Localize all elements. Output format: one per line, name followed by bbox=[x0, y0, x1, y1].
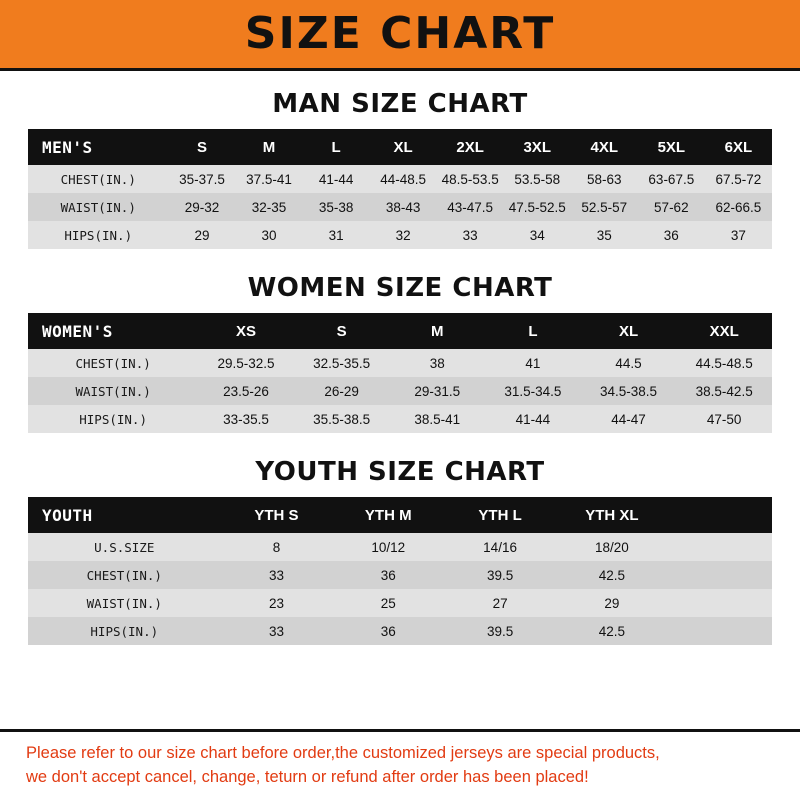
table-row bbox=[28, 589, 772, 617]
man-col-7: 5XL bbox=[657, 138, 686, 156]
women-col-4: XL bbox=[618, 322, 639, 340]
women-r1c5: 38.5-42.5 bbox=[695, 383, 753, 399]
man-r2c3: 32 bbox=[395, 227, 411, 243]
man-r0c4: 48.5-53.5 bbox=[441, 171, 499, 187]
women-r1c0: 23.5-26 bbox=[223, 383, 269, 399]
women-table-header bbox=[28, 313, 772, 349]
youth-r3c3: 42.5 bbox=[598, 623, 626, 639]
man-r2c6: 35 bbox=[596, 227, 612, 243]
youth-r0-spacer bbox=[668, 533, 772, 561]
man-r1c0: 29-32 bbox=[184, 199, 220, 215]
youth-r0c2: 14/16 bbox=[483, 539, 517, 555]
youth-r1c1: 36 bbox=[380, 567, 396, 583]
table-header-row bbox=[28, 129, 772, 165]
youth-r1c3: 42.5 bbox=[598, 567, 626, 583]
table-header-row bbox=[28, 313, 772, 349]
youth-table-header bbox=[28, 497, 772, 533]
youth-col-2: YTH L bbox=[478, 506, 522, 524]
man-r0c6: 58-63 bbox=[587, 171, 622, 187]
women-r2c4: 44-47 bbox=[611, 411, 646, 427]
women-col-2: M bbox=[431, 322, 444, 340]
page-title: SIZE CHART bbox=[244, 8, 556, 59]
man-size-table-wrap bbox=[28, 129, 772, 249]
youth-size-table bbox=[28, 497, 772, 645]
man-row1-label: WAIST(IN.) bbox=[60, 199, 136, 215]
table-row bbox=[28, 193, 772, 221]
section-title-youth: YOUTH SIZE CHART bbox=[255, 457, 545, 487]
man-r1c5: 47.5-52.5 bbox=[508, 199, 566, 215]
section-title-women: WOMEN SIZE CHART bbox=[247, 273, 553, 303]
women-r0c4: 44.5 bbox=[615, 355, 642, 371]
women-r2c5: 47-50 bbox=[706, 411, 742, 427]
women-r1c3: 31.5-34.5 bbox=[504, 383, 562, 399]
youth-r2c3: 29 bbox=[604, 595, 620, 611]
footer-note bbox=[0, 729, 800, 790]
women-r0c3: 41 bbox=[525, 355, 541, 371]
man-r1c7: 57-62 bbox=[654, 199, 689, 215]
women-r0c0: 29.5-32.5 bbox=[217, 355, 275, 371]
man-r2c1: 30 bbox=[261, 227, 277, 243]
youth-col-1: YTH M bbox=[364, 506, 412, 524]
table-row bbox=[28, 377, 772, 405]
table-row bbox=[28, 221, 772, 249]
youth-r2c2: 27 bbox=[492, 595, 508, 611]
man-r2c0: 29 bbox=[194, 227, 210, 243]
women-row2-label: HIPS(IN.) bbox=[79, 411, 147, 427]
man-r1c1: 32-35 bbox=[251, 199, 287, 215]
man-col-0: S bbox=[196, 138, 207, 156]
man-row0-label: CHEST(IN.) bbox=[60, 171, 136, 187]
man-col-3: XL bbox=[393, 138, 413, 156]
youth-r3c1: 36 bbox=[380, 623, 396, 639]
women-col-3: L bbox=[528, 322, 538, 340]
youth-col-3: YTH XL bbox=[585, 506, 639, 524]
women-r0c2: 38 bbox=[429, 355, 445, 371]
table-row bbox=[28, 533, 772, 561]
man-col-4: 2XL bbox=[456, 138, 484, 156]
youth-r1-spacer bbox=[668, 561, 772, 589]
man-r1c2: 35-38 bbox=[318, 199, 354, 215]
women-r1c1: 26-29 bbox=[324, 383, 359, 399]
man-r0c2: 41-44 bbox=[318, 171, 354, 187]
women-col-0: XS bbox=[236, 322, 257, 340]
man-r0c8: 67.5-72 bbox=[715, 171, 762, 187]
man-size-table bbox=[28, 129, 772, 249]
table-row bbox=[28, 349, 772, 377]
man-col-8: 6XL bbox=[724, 138, 753, 156]
man-col-5: 3XL bbox=[523, 138, 551, 156]
man-r1c3: 38-43 bbox=[385, 199, 421, 215]
man-r2c2: 31 bbox=[328, 227, 344, 243]
youth-r3-spacer bbox=[668, 617, 772, 645]
man-col-1: M bbox=[262, 138, 276, 156]
youth-r0c0: 8 bbox=[272, 539, 281, 555]
youth-r0c3: 18/20 bbox=[595, 539, 629, 555]
man-r0c5: 53.5-58 bbox=[514, 171, 561, 187]
women-corner-label: WOMEN'S bbox=[42, 321, 113, 341]
youth-row1-label: CHEST(IN.) bbox=[86, 567, 162, 583]
man-r2c4: 33 bbox=[462, 227, 478, 243]
youth-r2c1: 25 bbox=[380, 595, 396, 611]
youth-r0c1: 10/12 bbox=[371, 539, 406, 555]
youth-r3c0: 33 bbox=[268, 623, 284, 639]
women-r2c2: 38.5-41 bbox=[414, 411, 461, 427]
footer-line-2: we don't accept cancel, change, teturn or refund after order has been placed! bbox=[26, 768, 589, 787]
footer-line-1: Please refer to our size chart before order,the customized jerseys are special products, bbox=[26, 744, 660, 763]
youth-size-table-wrap bbox=[28, 497, 772, 645]
women-r1c2: 29-31.5 bbox=[414, 383, 461, 399]
man-r1c8: 62-66.5 bbox=[715, 199, 762, 215]
women-size-table bbox=[28, 313, 772, 433]
women-row1-label: WAIST(IN.) bbox=[75, 383, 151, 399]
youth-corner-label: YOUTH bbox=[42, 505, 93, 525]
women-r2c0: 33-35.5 bbox=[223, 411, 269, 427]
header-banner bbox=[0, 0, 800, 71]
man-r2c5: 34 bbox=[529, 227, 545, 243]
man-r1c6: 52.5-57 bbox=[581, 199, 628, 215]
youth-row3-label: HIPS(IN.) bbox=[90, 623, 159, 639]
youth-r2c0: 23 bbox=[268, 595, 284, 611]
man-r2c8: 37 bbox=[730, 227, 746, 243]
table-row bbox=[28, 617, 772, 645]
man-r0c1: 37.5-41 bbox=[246, 171, 292, 187]
man-row2-label: HIPS(IN.) bbox=[64, 227, 133, 243]
man-r2c7: 36 bbox=[663, 227, 679, 243]
man-col-2: L bbox=[331, 138, 341, 156]
table-header-row bbox=[28, 497, 772, 533]
man-r0c0: 35-37.5 bbox=[179, 171, 225, 187]
women-r0c5: 44.5-48.5 bbox=[695, 355, 753, 371]
youth-r2-spacer bbox=[668, 589, 772, 617]
women-r2c1: 35.5-38.5 bbox=[313, 411, 371, 427]
youth-col-0: YTH S bbox=[254, 506, 299, 524]
women-table-body bbox=[28, 349, 772, 433]
youth-row0-label: U.S.SIZE bbox=[94, 539, 155, 555]
women-r1c4: 34.5-38.5 bbox=[600, 383, 658, 399]
women-r0c1: 32.5-35.5 bbox=[313, 355, 371, 371]
youth-r1c2: 39.5 bbox=[486, 567, 514, 583]
man-col-6: 4XL bbox=[590, 138, 619, 156]
youth-r1c0: 33 bbox=[268, 567, 284, 583]
man-r1c4: 43-47.5 bbox=[447, 199, 494, 215]
man-corner-label: MEN'S bbox=[42, 137, 93, 157]
women-size-table-wrap bbox=[28, 313, 772, 433]
man-r0c3: 44-48.5 bbox=[380, 171, 427, 187]
man-table-body bbox=[28, 165, 772, 249]
youth-row2-label: WAIST(IN.) bbox=[86, 595, 162, 611]
women-col-1: S bbox=[336, 322, 347, 340]
man-table-header bbox=[28, 129, 772, 165]
women-r2c3: 41-44 bbox=[515, 411, 551, 427]
women-row0-label: CHEST(IN.) bbox=[75, 355, 151, 371]
table-row bbox=[28, 561, 772, 589]
women-col-5: XXL bbox=[709, 322, 739, 340]
youth-r3c2: 39.5 bbox=[486, 623, 514, 639]
table-row bbox=[28, 405, 772, 433]
table-row bbox=[28, 165, 772, 193]
youth-col-spacer bbox=[668, 497, 772, 533]
youth-table-body bbox=[28, 533, 772, 645]
section-title-man: MAN SIZE CHART bbox=[272, 89, 528, 119]
man-r0c7: 63-67.5 bbox=[648, 171, 695, 187]
